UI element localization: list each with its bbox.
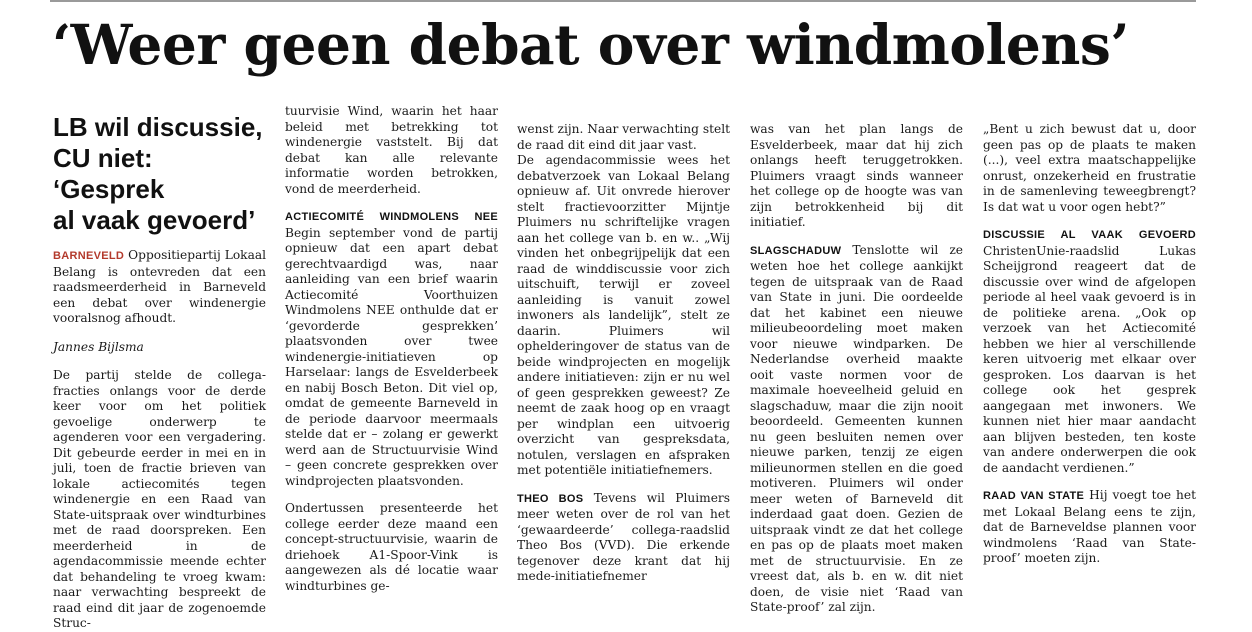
quote-paragraph: „Bent u zich bewust dat u, door geen pas op de plaats te maken (...), veel extra maatschappelijke onrust, onzekerheid en frustratie in de samenleving teweegbrengt? Is dat wat u voor ogen hebt?” bbox=[983, 122, 1196, 214]
headline: ‘Weer geen debat over windmolens’ bbox=[52, 12, 1130, 77]
article-column-1 bbox=[53, 104, 266, 632]
body-paragraph: De agendacommissie wees het debatverzoek van Lokaal Belang opnieuw af. Uit onvrede hierover stelt fractievoorzitter Mijntje Pluimers nu schriftelijke vragen aan het college van b. en w.. „Wij vinden het onbegrijpelijk dat een raad de winddiscussie voor zich uitschuift, terwijl er zoveel aanleiding is vanuit zowel inwoners als landelijk”, stelt ze daarin. Pluimers wil ophelderingover de status van de beide windprojecten en mogelijk andere initiatieven: zijn er nu wel of geen gesprekken geweest? Ze neemt de zaak hoog op en vraagt per windplan een uitvoerig overzicht van gespreksdata, notulen, verslagen en afspraken met potentiële initiatiefnemers. bbox=[517, 153, 730, 477]
subheadline bbox=[53, 112, 266, 236]
body-text: Begin september vond de partij opnieuw dat een apart debat gerechtvaardigd was, naar aanleiding van een brief waarin Actiecomité Voorthuizen Windmolens NEE onthulde dat er ‘gevorderde gesprekken’ plaatsvonden over twee windenergie-initiatieven op Harselaar: langs de Esvelderbeek en nabij Bosch Beton. Dit viel op, omdat de gemeente Barneveld in de periode daarvoor meermaals stelde dat er – zolang er gewerkt werd aan de Structuurvisie Wind – geen concrete gesprekken over windprojecten plaatsvonden. bbox=[285, 225, 498, 488]
body-paragraph: tuurvisie Wind, waarin het haar beleid met betrekking tot windenergie vaststelt. Bij dat debat kan alle relevante informatie worden betrokken, vond de meerderheid. bbox=[285, 104, 498, 196]
section-kicker: THEO BOS bbox=[517, 492, 584, 505]
body-paragraph: wenst zijn. Naar verwachting stelt de raad dit eind dit jaar vast. bbox=[517, 122, 730, 152]
body-paragraph: was van het plan langs de Esvelderbeek, maar dat hij zich onlangs heeft teruggetrokken. Pluimers vraagt sinds wanneer het college op de hoogte was van zijn betrokkenheid bij dit initiatief. bbox=[750, 122, 963, 229]
body-text: Tevens wil Pluimers meer weten over de rol van het ‘gewaardeerde’ collega-raadslid Theo Bos (VVD). Die erkende tegenover deze krant dat hij mede-initiatiefnemer bbox=[517, 490, 730, 583]
section-kicker: SLAGSCHADUW bbox=[750, 244, 842, 257]
subheadline-line-2: CU niet: ‘Gesprek bbox=[53, 143, 165, 204]
top-rule bbox=[50, 0, 1196, 2]
section-kicker: ACTIECOMITÉ WINDMOLENS NEE bbox=[285, 211, 498, 223]
subheadline-line-3: al vaak gevoerd’ bbox=[53, 205, 256, 235]
section-paragraph bbox=[517, 491, 730, 585]
lead-paragraph bbox=[53, 248, 266, 327]
article-column-5 bbox=[983, 122, 1196, 567]
section-paragraph bbox=[285, 209, 498, 489]
article-column-4 bbox=[750, 122, 963, 616]
body-paragraph: Ondertussen presenteerde het college eerder deze maand een concept-structuurvisie, waarin de driehoek A1-Spoor-Vink is aangewezen als dé locatie waar windturbines ge- bbox=[285, 501, 498, 593]
section-paragraph bbox=[983, 227, 1196, 476]
dateline: BARNEVELD bbox=[53, 250, 125, 262]
subheadline-line-1: LB wil discussie, bbox=[53, 112, 263, 142]
article-column-2 bbox=[285, 104, 498, 594]
byline: Jannes Bijlsma bbox=[53, 339, 144, 354]
body-text: Hij voegt toe het met Lokaal Belang eens te zijn, dat de Barneveldse plannen voor windmolens ‘Raad van State-proof’ moeten zijn. bbox=[983, 488, 1197, 565]
section-kicker: DISCUSSIE AL VAAK GEVOERD bbox=[983, 229, 1196, 241]
lead-text: Oppositiepartij Lokaal Belang is ontevreden dat een raadsmeerderheid in Barneveld een debat over windenergie vooralsnog afhoudt. bbox=[53, 248, 266, 325]
section-paragraph bbox=[983, 488, 1196, 567]
body-paragraph: De partij stelde de collega-fracties onlangs voor de derde keer voor om het politiek gevoelige onderwerp te agenderen voor een vergadering. Dit gebeurde eerder in mei en in juli, toen de fractie brieven van lokale actiecomités tegen windenergie en een Raad van State-uitspraak over windturbines met de raad doorspreken. Een meerderheid in de agendacommissie meende echter dat behandeling te vroeg kwam: naar verwachting bespreekt de raad eind dit jaar de zogenoemde Struc- bbox=[53, 368, 266, 630]
body-text: ChristenUnie-raadslid Lukas Scheijgrond reageert dat de discussie over wind de afgelopen periode al heel vaak gevoerd is in de politieke arena. „Ook op verzoek van het Actiecomité hebben we hier al verschillende keren uitvoerig met elkaar over gesproken. Los daarvan is het college ook het gesprek aangegaan met inwoners. We kunnen niet hier maar aandacht aan blijven besteden, ten koste van andere onderwerpen die ook de aandacht verdienen.” bbox=[983, 243, 1196, 475]
article-column-3 bbox=[517, 122, 730, 585]
section-kicker: RAAD VAN STATE bbox=[983, 490, 1085, 502]
body-text: Tenslotte wil ze weten hoe het college aankijkt tegen de uitspraak van de Raad van State in juni. Die oordeelde dat het kabinet een nieuwe milieubeoordeling moet maken voor nieuwe windparken. De Nederlandse overheid maakte ooit vaste normen voor de maximale hoeveelheid geluid en slagschaduw, maar die zijn nooit beoordeeld. Gemeenten kunnen nu geen besluiten nemen over nieuwe parken, tenzij ze eigen milieunormen stellen en die goed motiveren. Pluimers wil onder meer weten of Barneveld dit inderdaad gaat doen. Gezien de uitspraak vindt ze dat het college en pas op de plaats moet maken met de structuurvisie. En ze vreest dat, als b. en w. dit niet doen, de visie niet ‘Raad van State-proof’ zal zijn. bbox=[750, 242, 963, 614]
